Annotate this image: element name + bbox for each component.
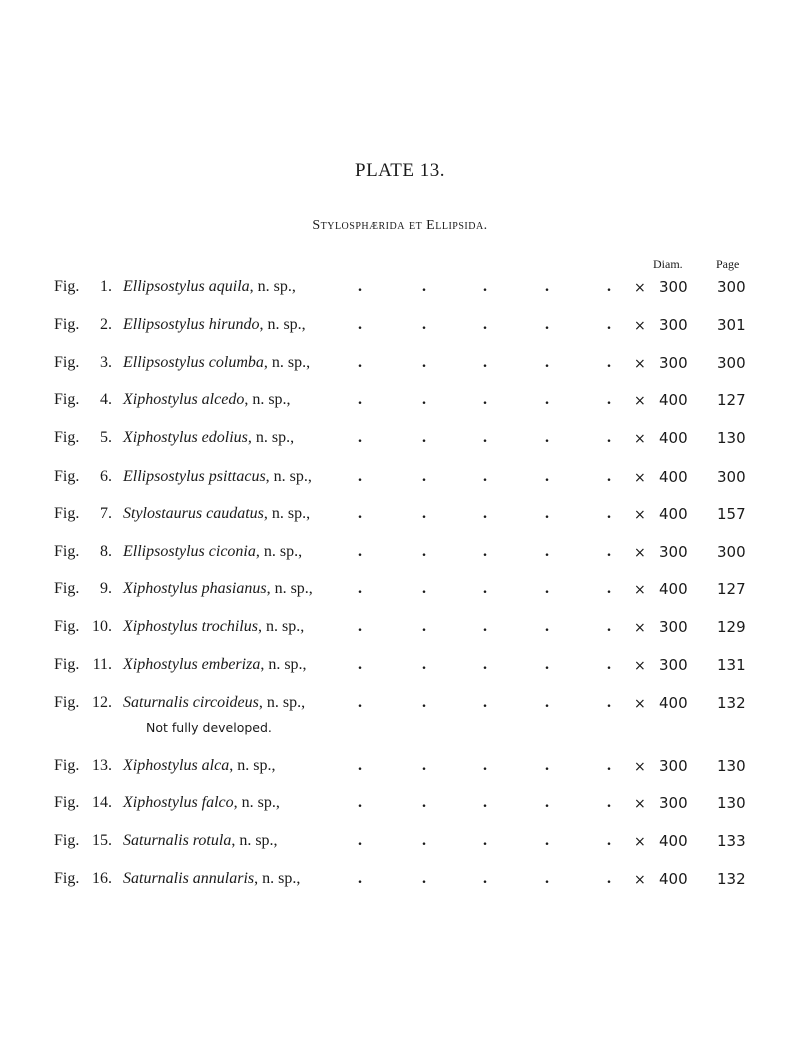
magnification-sign: × [634, 620, 646, 636]
species-suffix: , n. sp., [249, 278, 296, 295]
leader-dot: . [483, 468, 487, 485]
species-name: Ellipsostylus ciconia [123, 543, 256, 560]
leader-dot: . [545, 278, 549, 295]
leader-dot: . [607, 429, 611, 446]
leader-dot: . [358, 429, 362, 446]
leader-dot: . [607, 832, 611, 849]
leader-dot: . [358, 656, 362, 673]
leader-dot: . [358, 694, 362, 711]
leader-dot: . [422, 391, 426, 408]
leader-dot: . [607, 757, 611, 774]
figure-row [0, 354, 800, 378]
leader-dot: . [422, 429, 426, 446]
leader-dot: . [422, 468, 426, 485]
diameter-value: 300 [659, 757, 688, 775]
species-suffix: , n. sp., [231, 832, 278, 849]
figure-label: Fig. [54, 618, 80, 635]
leader-dot: . [607, 354, 611, 371]
leader-dot: . [483, 543, 487, 560]
species-entry [123, 391, 291, 409]
magnification-sign: × [634, 393, 646, 409]
magnification-sign: × [634, 470, 646, 486]
figure-row [0, 580, 800, 604]
leader-dot: . [422, 316, 426, 333]
leader-dot: . [545, 757, 549, 774]
leader-dot: . [358, 316, 362, 333]
leader-dot: . [483, 316, 487, 333]
leader-dot: . [483, 757, 487, 774]
leader-dot: . [545, 694, 549, 711]
figure-row [0, 618, 800, 642]
leader-dot: . [607, 580, 611, 597]
species-entry [123, 429, 294, 447]
leader-dot: . [422, 580, 426, 597]
species-name: Ellipsostylus psittacus [123, 468, 266, 485]
leader-dot: . [422, 694, 426, 711]
leader-dot: . [483, 794, 487, 811]
page-number: 300 [717, 543, 746, 561]
leader-dot: . [483, 580, 487, 597]
magnification-sign: × [634, 280, 646, 296]
leader-dot: . [483, 505, 487, 522]
leader-dot: . [545, 468, 549, 485]
species-entry [123, 505, 310, 523]
leader-dot: . [422, 794, 426, 811]
species-entry [123, 618, 304, 636]
leader-dot: . [607, 694, 611, 711]
leader-dot: . [483, 694, 487, 711]
leader-dot: . [422, 543, 426, 560]
figure-number: 15. [92, 832, 112, 849]
magnification-sign: × [634, 356, 646, 372]
plate-title: PLATE 13. [355, 160, 445, 181]
species-name: Saturnalis circoideus [123, 694, 259, 711]
species-name: Xiphostylus phasianus [123, 580, 267, 597]
figure-row [0, 832, 800, 856]
leader-dot: . [545, 543, 549, 560]
diameter-value: 300 [659, 794, 688, 812]
figure-row [0, 870, 800, 894]
figure-label: Fig. [54, 505, 80, 522]
species-name: Ellipsostylus columba [123, 354, 264, 371]
page-number: 131 [717, 656, 746, 674]
figure-number: 16. [92, 870, 112, 887]
leader-dot: . [358, 618, 362, 635]
figure-number: 4. [100, 391, 112, 408]
leader-dot: . [422, 618, 426, 635]
diameter-value: 400 [659, 870, 688, 888]
leader-dot: . [607, 870, 611, 887]
figure-number: 5. [100, 429, 112, 446]
figure-label: Fig. [54, 278, 80, 295]
magnification-sign: × [634, 834, 646, 850]
species-name: Ellipsostylus aquila [123, 278, 250, 295]
page-number: 300 [717, 468, 746, 486]
leader-dot: . [358, 505, 362, 522]
figure-number: 8. [100, 543, 112, 560]
leader-dot: . [607, 618, 611, 635]
page-number: 127 [717, 391, 746, 409]
leader-dot: . [607, 468, 611, 485]
species-name: Ellipsostylus hirundo [123, 316, 260, 333]
page-number: 132 [717, 694, 746, 712]
species-name: Saturnalis rotula [123, 832, 232, 849]
species-entry [123, 870, 300, 888]
figure-number: 14. [92, 794, 112, 811]
figure-row [0, 468, 800, 492]
figure-label: Fig. [54, 429, 80, 446]
figure-row [0, 656, 800, 680]
leader-dot: . [607, 278, 611, 295]
leader-dot: . [422, 832, 426, 849]
figure-row [0, 278, 800, 302]
leader-dot: . [545, 794, 549, 811]
magnification-sign: × [634, 431, 646, 447]
species-entry [123, 354, 310, 372]
species-name: Xiphostylus alcedo [123, 391, 245, 408]
diameter-value: 400 [659, 505, 688, 523]
species-suffix: , n. sp., [233, 794, 280, 811]
magnification-sign: × [634, 507, 646, 523]
diameter-value: 300 [659, 656, 688, 674]
figure-number: 11. [92, 656, 112, 673]
leader-dot: . [358, 580, 362, 597]
page-number: 129 [717, 618, 746, 636]
species-name: Xiphostylus edolius [123, 429, 248, 446]
species-entry [123, 468, 312, 486]
species-entry [123, 316, 306, 334]
leader-dot: . [422, 354, 426, 371]
figure-row [0, 505, 800, 529]
leader-dot: . [545, 656, 549, 673]
species-suffix: , n. sp., [257, 618, 305, 635]
leader-dot: . [483, 391, 487, 408]
species-name: Xiphostylus trochilus [123, 618, 258, 635]
leader-dot: . [358, 391, 362, 408]
diameter-value: 400 [659, 694, 688, 712]
figure-number: 10. [92, 618, 112, 635]
species-suffix: , n. sp., [259, 316, 306, 333]
figure-number: 2. [100, 316, 112, 333]
leader-dot: . [545, 354, 549, 371]
figure-label: Fig. [54, 354, 80, 371]
species-suffix: , n. sp., [255, 543, 303, 560]
leader-dot: . [483, 618, 487, 635]
species-suffix: , n. sp., [265, 468, 312, 485]
magnification-sign: × [634, 582, 646, 598]
figure-label: Fig. [54, 757, 80, 774]
leader-dot: . [422, 278, 426, 295]
leader-dot: . [545, 429, 549, 446]
diameter-value: 300 [659, 543, 688, 561]
figure-row [0, 391, 800, 415]
figure-row [0, 429, 800, 453]
diameter-value: 400 [659, 468, 688, 486]
leader-dot: . [483, 870, 487, 887]
figure-label: Fig. [54, 794, 80, 811]
magnification-sign: × [634, 796, 646, 812]
species-entry [123, 656, 307, 674]
species-suffix: , n. sp., [247, 429, 295, 446]
figure-row [0, 694, 800, 718]
leader-dot: . [483, 656, 487, 673]
species-suffix: , n. sp., [263, 354, 311, 371]
page-number: 133 [717, 832, 746, 850]
species-suffix: , n. sp., [244, 391, 291, 408]
figure-label: Fig. [54, 468, 80, 485]
leader-dot: . [358, 832, 362, 849]
leader-dot: . [545, 505, 549, 522]
column-header-diam: Diam. [653, 257, 683, 271]
magnification-sign: × [634, 759, 646, 775]
diameter-value: 300 [659, 278, 688, 296]
magnification-sign: × [634, 545, 646, 561]
page-number: 157 [717, 505, 746, 523]
figure-12-note: Not fully developed. [146, 720, 272, 735]
species-entry [123, 278, 296, 296]
page-number: 301 [717, 316, 746, 334]
diameter-value: 300 [659, 316, 688, 334]
page-number: 300 [717, 278, 746, 296]
page-number: 130 [717, 794, 746, 812]
leader-dot: . [483, 278, 487, 295]
species-entry [123, 794, 280, 812]
figure-row [0, 794, 800, 818]
leader-dot: . [607, 391, 611, 408]
leader-dot: . [545, 618, 549, 635]
figure-number: 7. [100, 505, 112, 522]
species-name: Xiphostylus emberiza [123, 656, 261, 673]
diameter-value: 300 [659, 618, 688, 636]
leader-dot: . [545, 832, 549, 849]
species-entry [123, 543, 302, 561]
leader-dot: . [545, 870, 549, 887]
magnification-sign: × [634, 658, 646, 674]
species-name: Xiphostylus alca [123, 757, 230, 774]
leader-dot: . [358, 794, 362, 811]
figure-number: 3. [100, 354, 112, 371]
leader-dot: . [358, 543, 362, 560]
leader-dot: . [358, 468, 362, 485]
leader-dot: . [607, 543, 611, 560]
species-entry [123, 694, 305, 712]
species-suffix: , n. sp., [266, 580, 313, 597]
leader-dot: . [545, 316, 549, 333]
figure-label: Fig. [54, 694, 80, 711]
figure-label: Fig. [54, 656, 80, 673]
figure-number: 1. [100, 278, 112, 295]
species-suffix: , n. sp., [229, 757, 276, 774]
species-name: Saturnalis annularis [123, 870, 255, 887]
diameter-value: 400 [659, 580, 688, 598]
column-header-page: Page [716, 257, 740, 271]
leader-dot: . [483, 429, 487, 446]
magnification-sign: × [634, 696, 646, 712]
leader-dot: . [607, 794, 611, 811]
page-number: 130 [717, 757, 746, 775]
species-entry [123, 580, 313, 598]
diameter-value: 300 [659, 354, 688, 372]
species-suffix: , n. sp., [260, 656, 307, 673]
species-suffix: , n. sp., [258, 694, 306, 711]
species-name: Stylostaurus caudatus [123, 505, 264, 522]
leader-dot: . [607, 316, 611, 333]
page-number: 132 [717, 870, 746, 888]
leader-dot: . [545, 580, 549, 597]
leader-dot: . [545, 391, 549, 408]
diameter-value: 400 [659, 832, 688, 850]
leader-dot: . [607, 505, 611, 522]
figure-label: Fig. [54, 391, 80, 408]
diameter-value: 400 [659, 429, 688, 447]
species-name: Xiphostylus falco [123, 794, 234, 811]
species-entry [123, 757, 275, 775]
leader-dot: . [483, 354, 487, 371]
page-number: 300 [717, 354, 746, 372]
leader-dot: . [358, 278, 362, 295]
figure-row [0, 543, 800, 567]
leader-dot: . [358, 870, 362, 887]
leader-dot: . [422, 870, 426, 887]
leader-dot: . [483, 832, 487, 849]
figure-row [0, 316, 800, 340]
leader-dot: . [422, 757, 426, 774]
species-suffix: , n. sp., [254, 870, 301, 887]
page-number: 130 [717, 429, 746, 447]
species-entry [123, 832, 278, 850]
species-suffix: , n. sp., [263, 505, 311, 522]
figure-label: Fig. [54, 580, 80, 597]
figure-label: Fig. [54, 832, 80, 849]
leader-dot: . [358, 757, 362, 774]
figure-number: 9. [100, 580, 112, 597]
magnification-sign: × [634, 872, 646, 888]
figure-number: 12. [92, 694, 112, 711]
figure-row [0, 757, 800, 781]
leader-dot: . [607, 656, 611, 673]
leader-dot: . [422, 505, 426, 522]
plate-subtitle: Stylosphærida et Ellipsida. [312, 218, 488, 233]
page-number: 127 [717, 580, 746, 598]
figure-number: 6. [100, 468, 112, 485]
figure-label: Fig. [54, 870, 80, 887]
magnification-sign: × [634, 318, 646, 334]
diameter-value: 400 [659, 391, 688, 409]
figure-number: 13. [92, 757, 112, 774]
figure-label: Fig. [54, 316, 80, 333]
leader-dot: . [422, 656, 426, 673]
figure-label: Fig. [54, 543, 80, 560]
leader-dot: . [358, 354, 362, 371]
